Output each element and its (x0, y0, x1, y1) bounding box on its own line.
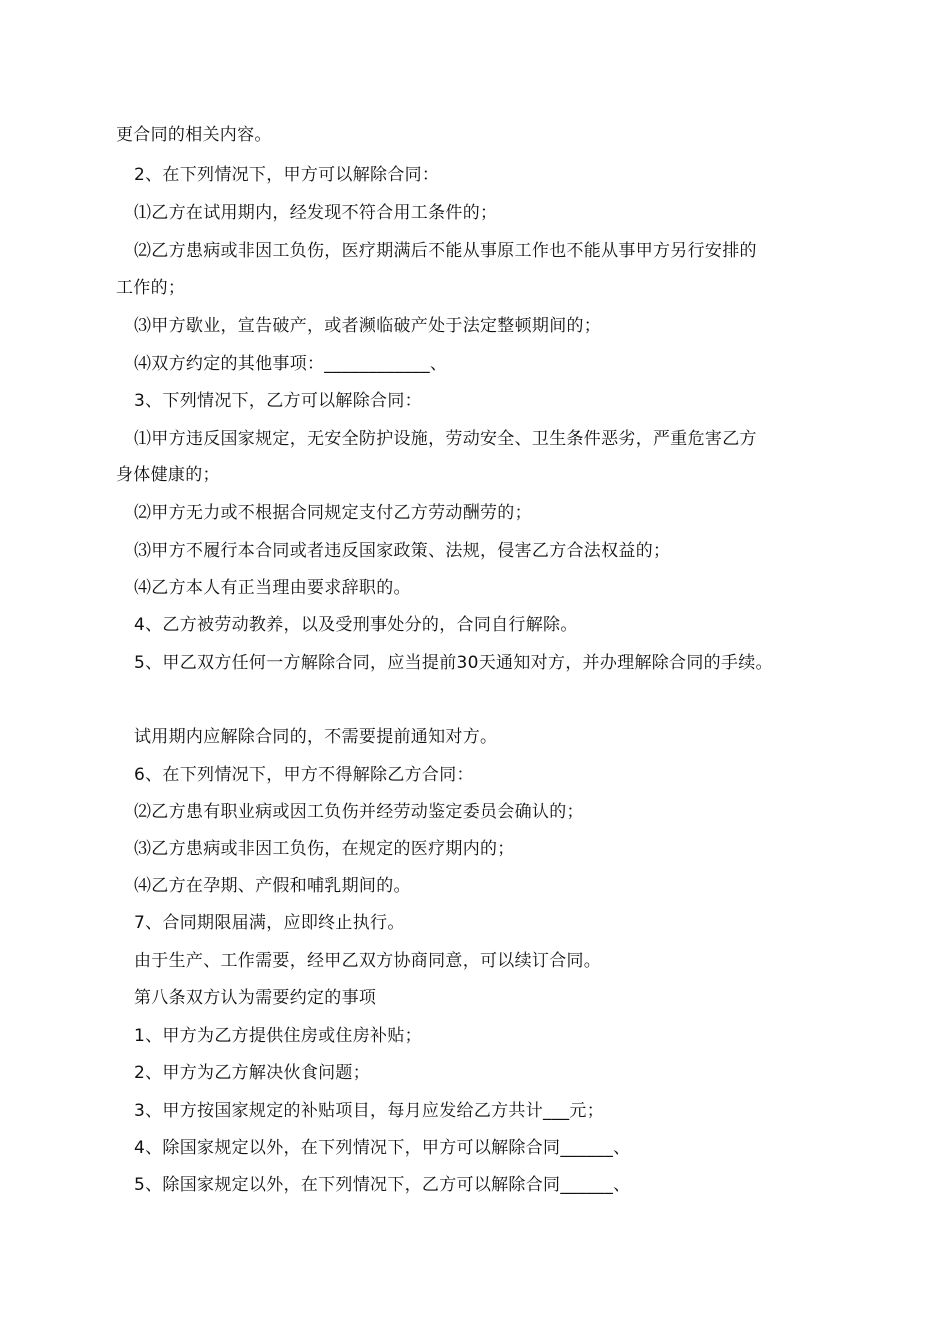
text-line: 7、合同期限届满，应即终止执行。 (134, 913, 405, 933)
text-line: ⑶甲方歇业，宣告破产，或者濒临破产处于法定整顿期间的； (134, 316, 602, 336)
text-line: 由于生产、工作需要，经甲乙双方协商同意，可以续订合同。 (134, 951, 602, 971)
text-line: ⑵甲方无力或不根据合同规定支付乙方劳动酬劳的； (134, 503, 532, 523)
text-line: 2、在下列情况下，甲方可以解除合同： (134, 165, 440, 185)
text-line: ⑴甲方违反国家规定，无安全防护设施，劳动安全、卫生条件恶劣，严重危害乙方 (134, 429, 757, 449)
text-line: ⑵乙方患有职业病或因工负伤并经劳动鉴定委员会确认的； (134, 802, 584, 822)
text-line: 第八条双方认为需要约定的事项 (134, 988, 377, 1008)
text-line: 身体健康的； (116, 465, 220, 485)
text-line: 4、乙方被劳动教养，以及受刑事处分的，合同自行解除。 (134, 615, 578, 635)
text-line: 试用期内应解除合同的，不需要提前通知对方。 (134, 727, 498, 747)
text-line: ⑷双方约定的其他事项：____________、 (134, 354, 448, 374)
text-line: ⑶乙方患病或非因工负伤，在规定的医疗期内的； (134, 839, 515, 859)
text-line: 6、在下列情况下，甲方不得解除乙方合同： (134, 765, 474, 785)
text-line: 更合同的相关内容。 (116, 125, 272, 145)
text-line: 5、除国家规定以外，在下列情况下，乙方可以解除合同______、 (134, 1175, 631, 1195)
text-line: 3、下列情况下，乙方可以解除合同： (134, 391, 422, 411)
text-line: 5、甲乙双方任何一方解除合同，应当提前30天通知对方，并办理解除合同的手续。 (134, 653, 773, 673)
text-line: 4、除国家规定以外，在下列情况下，甲方可以解除合同______、 (134, 1138, 631, 1158)
text-line: ⑵乙方患病或非因工负伤，医疗期满后不能从事原工作也不能从事甲方另行安排的 (134, 241, 757, 261)
text-line: ⑶甲方不履行本合同或者违反国家政策、法规，侵害乙方合法权益的； (134, 541, 671, 561)
text-line: ⑷乙方本人有正当理由要求辞职的。 (134, 578, 411, 598)
text-line: 2、甲方为乙方解决伙食问题； (134, 1063, 371, 1083)
text-line: 工作的； (116, 278, 186, 298)
text-line: 3、甲方按国家规定的补贴项目，每月应发给乙方共计___元； (134, 1101, 605, 1121)
text-line: ⑴乙方在试用期内，经发现不符合用工条件的； (134, 203, 498, 223)
text-line: 1、甲方为乙方提供住房或住房补贴； (134, 1026, 422, 1046)
text-line: ⑷乙方在孕期、产假和哺乳期间的。 (134, 876, 411, 896)
